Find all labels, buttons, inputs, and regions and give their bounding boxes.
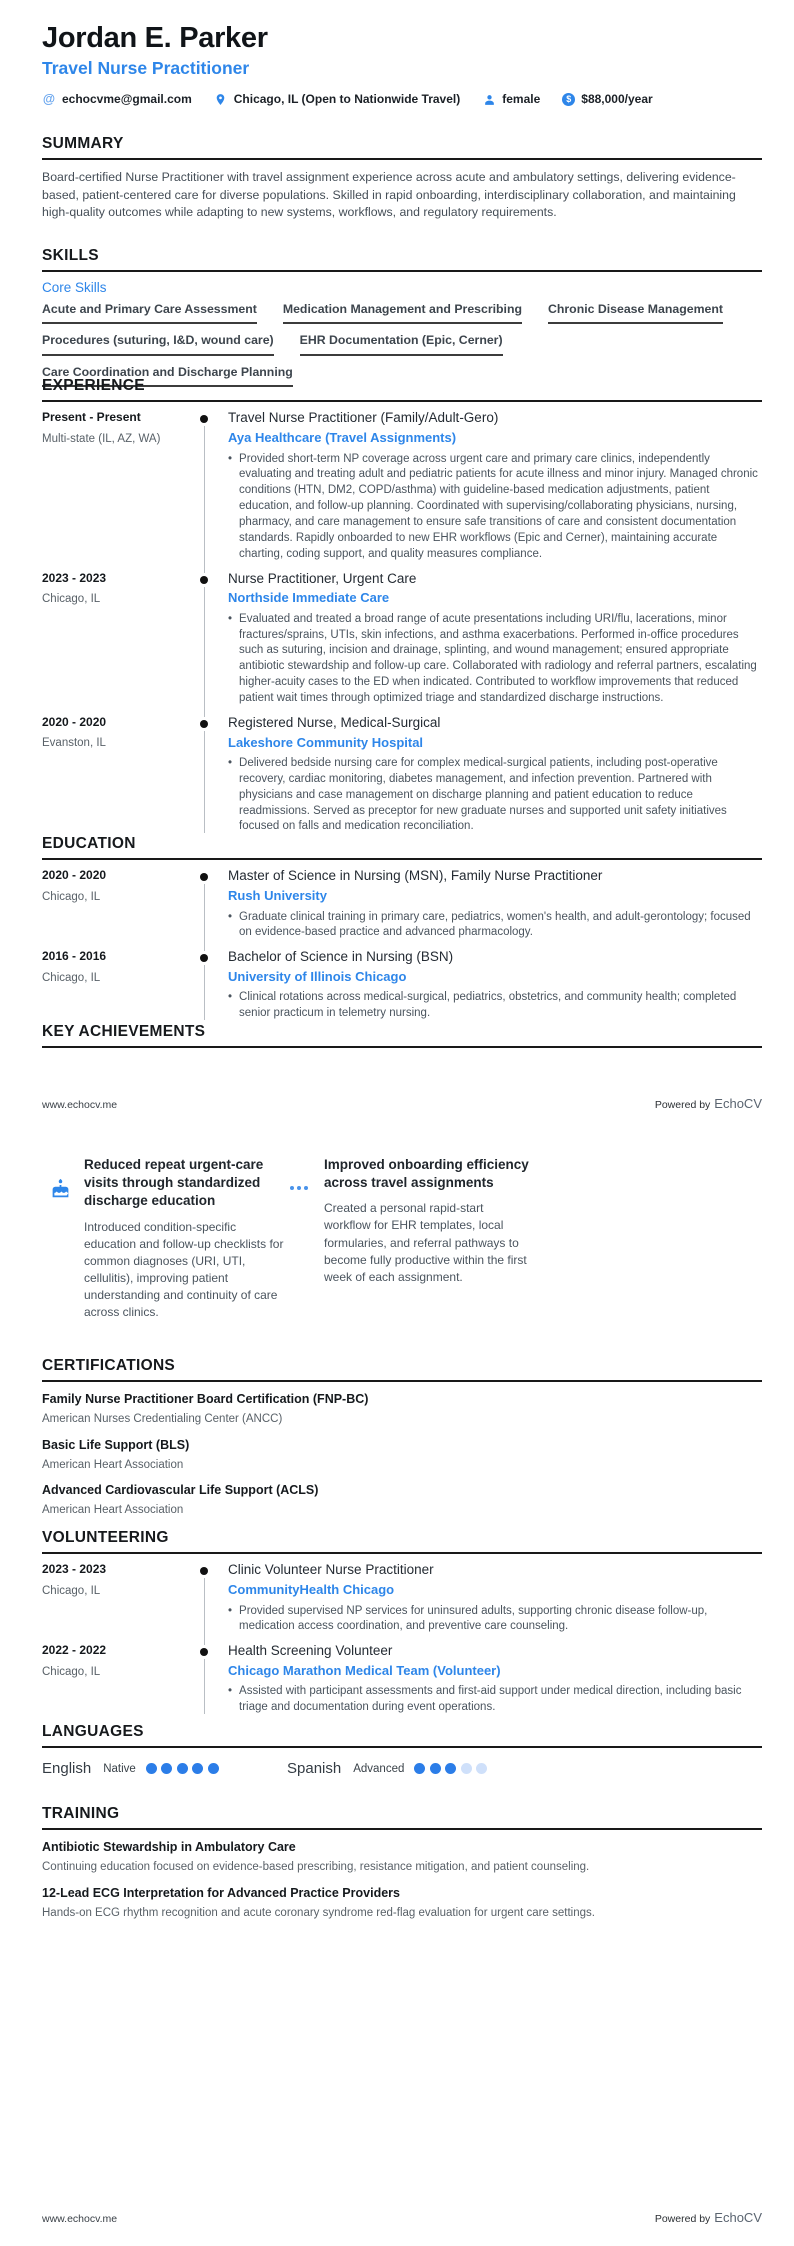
contact-email-text[interactable]: echocvme@gmail.com [62,92,192,107]
achievements-grid [42,1156,762,1321]
experience-heading: EXPERIENCE [42,376,762,402]
company-link[interactable]: Northside Immediate Care [228,590,390,606]
skills-heading: SKILLS [42,246,762,272]
candidate-name: Jordan E. Parker [42,22,268,54]
training-item [42,1885,762,1921]
volunteering-heading: VOLUNTEERING [42,1528,762,1554]
entry-meta [42,868,192,941]
contact-location [214,92,460,106]
entry-body [216,1562,762,1635]
entry-meta [42,1562,192,1635]
achievement-text: Introduced condition-specific education and follow-up checklists for common diagnoses (URI, UTI, cellulitis), improving patient understanding and continuity of care across clinics. [84,1219,284,1319]
training-name: Antibiotic Stewardship in Ambulatory Care [42,1840,296,1855]
section-skills [42,246,762,387]
job-title: Nurse Practitioner, Urgent Care [228,570,417,586]
section-achievements [42,1022,762,1048]
experience-entry [42,715,762,835]
job-title: Travel Nurse Practitioner (Family/Adult-Gero) [228,410,499,426]
timeline-line [204,1659,205,1714]
summary-text: Board-certified Nurse Practitioner with travel assignment experience across acute and ambulatory settings, delivering evidence-based, patient-centered care for diverse populations. Skilled in rapid onboarding, interdisciplinary collaboration, and maintaining high-quality outcomes while adapting to new systems, workflows, and regulatory requirements. [42,170,736,220]
certification-name: Basic Life Support (BLS) [42,1437,190,1452]
certification-item [42,1482,762,1518]
degree-title: Master of Science in Nursing (MSN), Family Nurse Practitioner [228,868,603,884]
languages-heading: LANGUAGES [42,1722,762,1748]
achievement-item [50,1156,290,1321]
skill-item: Chronic Disease Management [548,302,723,324]
education-entries [42,868,762,1022]
volunteer-bullet-text: • Provided supervised NP services for uninsured adults, supporting chronic disease follow-up, medication access coordination, and preventive care counseling. [239,1604,708,1633]
contact-salary-text: $88,000/year [581,92,653,107]
job-bullet-text: • Delivered bedside nursing care for complex medical-surgical patients, including post-operative recovery, cardiac monitoring, diabetes management, and infection prevention. Partnered with physicians and case management on discharge planning and patient education to reduce readmissions. Served as preceptor for new graduate nurses and supported unit safety initiatives focused on falls and medication reconciliation. [239,756,727,833]
timeline-line [204,587,205,717]
entry-location: Chicago, IL [42,1584,101,1597]
entry-location: Evanston, IL [42,737,106,750]
skills-list [42,302,762,387]
section-education [42,834,762,1030]
language-name: Spanish [287,1760,342,1778]
timeline-dot-icon [200,954,208,962]
school-link[interactable]: Rush University [228,888,327,904]
contact-salary [562,92,652,106]
certification-issuer: American Heart Association [42,1504,184,1517]
achievement-content [84,1156,290,1321]
ellipsis-icon [290,1186,312,1321]
page-footer [42,2209,762,2227]
language-item [287,1760,762,1777]
language-proficiency-dots [414,1763,487,1774]
achievement-title: Improved onboarding efficiency across travel assignments [324,1157,529,1191]
organization-link[interactable]: CommunityHealth Chicago [228,1582,395,1598]
volunteer-role: Clinic Volunteer Nurse Practitioner [228,1562,434,1578]
section-training [42,1804,762,1921]
timeline-dot-icon [200,576,208,584]
timeline-dot-icon [200,415,208,423]
candidate-title: Travel Nurse Practitioner [42,58,250,79]
cake-icon [50,1178,72,1321]
footer-brand: EchoCV [714,1096,762,1111]
entry-meta [42,949,192,1022]
job-bullet [228,612,762,707]
location-pin-icon [214,92,228,106]
timeline-rail [192,1562,216,1635]
school-link[interactable]: University of Illinois Chicago [228,969,407,985]
achievement-item [290,1156,530,1321]
timeline-rail [192,868,216,941]
entry-meta [42,1643,192,1716]
contact-location-text: Chicago, IL (Open to Nationwide Travel) [233,92,461,107]
contact-gender [482,92,540,106]
entry-dates: 2020 - 2020 [42,868,107,883]
timeline-dot-icon [200,1648,208,1656]
timeline-line [204,1578,205,1645]
entry-dates: 2023 - 2023 [42,1562,107,1577]
education-bullet [228,990,762,1022]
entry-body [216,1643,762,1716]
entry-location: Chicago, IL [42,593,101,606]
organization-link[interactable]: Chicago Marathon Medical Team (Volunteer) [228,1663,501,1679]
skill-item: Acute and Primary Care Assessment [42,302,257,324]
language-level: Advanced [353,1762,405,1775]
certifications-heading: CERTIFICATIONS [42,1356,762,1382]
entry-dates: 2022 - 2022 [42,1643,107,1658]
header [42,22,762,106]
entry-dates: 2023 - 2023 [42,570,107,585]
contact-gender-text: female [502,92,541,107]
certification-issuer: American Heart Association [42,1458,184,1471]
experience-entries [42,410,762,835]
footer-site-link[interactable]: www.echocv.me [42,2213,118,2225]
language-level: Native [103,1762,136,1775]
education-bullet [228,910,762,942]
summary-heading: SUMMARY [42,134,762,160]
entry-meta [42,410,192,562]
education-entry [42,949,762,1022]
skill-item: Medication Management and Prescribing [283,302,522,324]
education-entry [42,868,762,941]
entry-meta [42,715,192,835]
entry-body [216,868,762,941]
timeline-rail [192,715,216,835]
footer-powered-prefix: Powered by [654,1099,711,1111]
timeline-line [204,965,205,1020]
skill-item: EHR Documentation (Epic, Cerner) [300,333,503,355]
salary-icon [562,93,575,106]
entry-location: Chicago, IL [42,971,101,984]
language-name: English [42,1760,92,1778]
timeline-rail [192,1643,216,1716]
section-experience [42,376,762,843]
footer-powered-prefix: Powered by [654,2213,711,2225]
education-bullet-text: • Graduate clinical training in primary care, pediatrics, women's health, and adult-gerontology; focused on evidence-based practice and advanced pharmacology. [239,910,751,939]
experience-entry [42,571,762,707]
skill-item: Procedures (suturing, I&D, wound care) [42,333,274,355]
certification-item [42,1437,762,1473]
education-bullet-text: • Clinical rotations across medical-surgical, pediatrics, obstetrics, and community health; completed senior practicum in telemetry nursing. [239,991,737,1020]
job-title: Registered Nurse, Medical-Surgical [228,714,441,730]
entry-dates: 2016 - 2016 [42,949,107,964]
contact-row [42,92,762,106]
job-bullet-text: • Provided short-term NP coverage across urgent care and primary care clinics, independently evaluating and treating adult and pediatric patients for acute illness and minor injury. Managed chronic conditions (HTN, DM2, COPD/asthma) with guideline-based medication adjustments, patient education, and follow-up planning. Coordinated with supervising/collaborating physicians, nursing, pharmacy, and care management to ensure safe transitions of care and consistent documentation standards. Rapidly onboarded to new EHR workflows (Epic and Cerner), maintaining accurate charting, coding support, and quality measures compliance. [239,452,758,560]
timeline-dot-icon [200,720,208,728]
section-summary [42,134,762,222]
page-footer [42,1095,762,1113]
timeline-dot-icon [200,873,208,881]
person-icon [482,92,496,106]
volunteering-entry [42,1562,762,1635]
timeline-rail [192,410,216,562]
degree-title: Bachelor of Science in Nursing (BSN) [228,949,454,965]
section-certifications [42,1356,762,1519]
contact-email [42,92,192,106]
certification-name: Advanced Cardiovascular Life Support (ACLS) [42,1483,319,1498]
timeline-line [204,884,205,951]
training-description: Continuing education focused on evidence-based prescribing, resistance mitigation, and patient counseling. [42,1861,590,1874]
skills-group-label: Core Skills [42,280,107,296]
achievement-content [324,1156,530,1321]
job-bullet-text: • Evaluated and treated a broad range of acute presentations including URI/flu, lacerations, minor fractures/sprains, UTIs, skin infections, and asthma exacerbations. Performed in-office procedures such as suturing, incision and drainage, splinting, and wound management; ensured appropriate antibiotic stewardship and follow-up care. Collaborated with radiology and referral partners, escalating higher-acuity cases to the ED when indicated. Contributed to workflow improvements that reduced patient wait times through optimized triage and standardized discharge instructions. [239,612,757,704]
at-icon [42,92,56,106]
company-link[interactable]: Lakeshore Community Hospital [228,734,424,750]
section-volunteering [42,1528,762,1724]
entry-body [216,949,762,1022]
skill-item: Care Coordination and Discharge Planning [42,365,293,387]
entry-body [216,571,762,707]
footer-brand: EchoCV [714,2210,762,2225]
job-bullet [228,452,762,563]
timeline-line [204,731,205,833]
achievement-title: Reduced repeat urgent-care visits through standardized discharge education [84,1157,264,1209]
entry-body [216,410,762,562]
volunteer-bullet [228,1604,762,1636]
achievements-heading: KEY ACHIEVEMENTS [42,1022,762,1048]
entry-dates: 2020 - 2020 [42,714,107,729]
company-link[interactable]: Aya Healthcare (Travel Assignments) [228,430,457,446]
training-item [42,1839,762,1875]
certification-item [42,1391,762,1427]
volunteering-entry [42,1643,762,1716]
timeline-dot-icon [200,1567,208,1575]
certification-name: Family Nurse Practitioner Board Certification (FNP-BC) [42,1392,369,1407]
section-languages [42,1722,762,1777]
experience-entry [42,410,762,562]
entry-dates: Present - Present [42,410,141,425]
entry-location: Multi-state (IL, AZ, WA) [42,432,161,445]
language-item [42,1760,287,1777]
timeline-rail [192,571,216,707]
entry-meta [42,571,192,707]
languages-row [42,1760,762,1777]
job-bullet [228,756,762,835]
training-heading: TRAINING [42,1804,762,1830]
language-proficiency-dots [146,1763,219,1774]
timeline-rail [192,949,216,1022]
achievement-text: Created a personal rapid-start workflow for EHR templates, local formularies, and referral pathways to become fully productive within the first week of each assignment. [324,1201,527,1284]
volunteer-bullet [228,1684,762,1716]
training-description: Hands-on ECG rhythm recognition and acute coronary syndrome red-flag evaluation for urgent care settings. [42,1906,595,1919]
education-heading: EDUCATION [42,834,762,860]
training-name: 12-Lead ECG Interpretation for Advanced Practice Providers [42,1885,400,1900]
volunteering-entries [42,1562,762,1716]
footer-powered [655,2209,762,2227]
timeline-line [204,426,205,572]
volunteer-role: Health Screening Volunteer [228,1643,393,1659]
entry-location: Chicago, IL [42,890,101,903]
entry-body [216,715,762,835]
certification-issuer: American Nurses Credentialing Center (ANCC) [42,1413,283,1426]
footer-powered [655,1095,762,1113]
entry-location: Chicago, IL [42,1665,101,1678]
footer-site-link[interactable]: www.echocv.me [42,1099,118,1111]
volunteer-bullet-text: • Assisted with participant assessments and first-aid support under medical direction, including basic triage and documentation during event operations. [239,1685,742,1714]
